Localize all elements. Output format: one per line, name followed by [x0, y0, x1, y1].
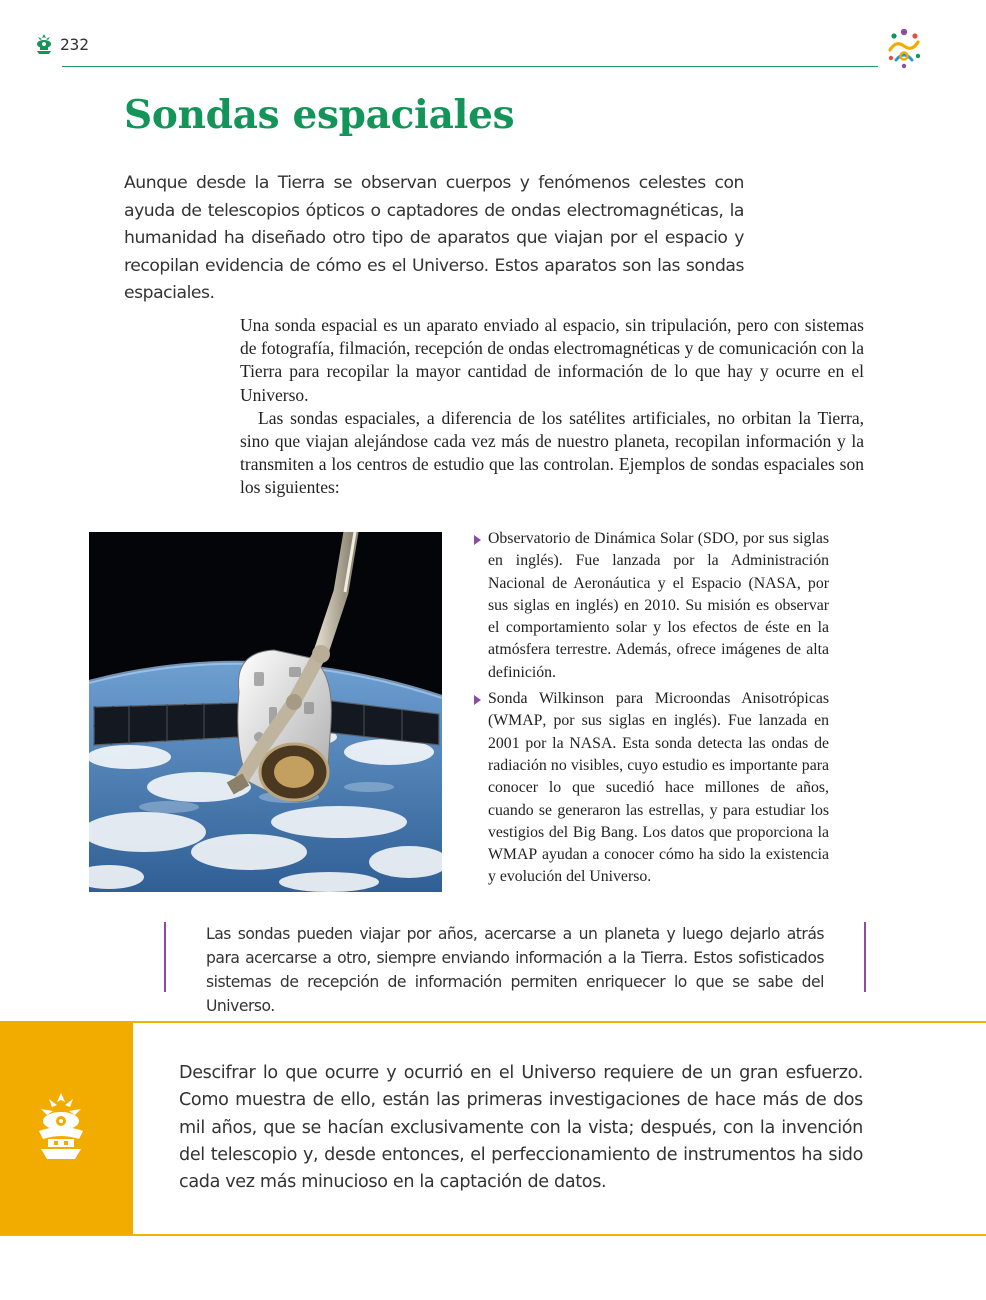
intro-paragraph: Aunque desde la Tierra se observan cuerpos y fenómenos celestes con ayuda de telescopios ópticos o captadores de ondas electromagnéticas, la humanidad ha diseñado otro tipo de aparatos que viajan por el espacio y recopilan evidencia de cómo es el Universo. Estos aparatos son las sondas espaciales.: [124, 173, 744, 303]
body-paragraph-1: Una sonda espacial es un aparato enviado al espacio, sin tripulación, pero con sistemas de fotografía, filmación, recepción de ondas electromagnéticas y de comunicación con la Tierra para recopilar la mayor cantidad de información de lo que hay y ocurre en el Universo.: [240, 315, 864, 405]
section-emblem-icon: [34, 33, 54, 55]
bullet-triangle-icon: [474, 695, 481, 705]
abbr-sdo: SDO: [703, 530, 735, 547]
band-emblem-icon: [35, 1093, 87, 1161]
band-bottom-rule: [0, 1234, 986, 1236]
body-text: [240, 314, 864, 500]
band-text: Descifrar lo que ocurre y ocurrió en el Universo requiere de un gran esfuerzo. Como muestra de ello, están las primeras investigaciones de hace más de dos mil años, que se hacían exclusivamente con la vista; después, con la invención del telescopio y, desde entonces, el perfeccionamiento de instrumentos ha sido cada vez más minucioso en la captación de datos.: [179, 1063, 863, 1193]
spacecraft-photo: [89, 532, 442, 892]
list-item: Sonda Wilkinson para Microondas Anisotrópicas (WMAP, por sus siglas en inglés). Fue lanzada en 2001 por la NASA. Esta sonda detecta las ondas de radiación no visibles, cuyo estudio es importante para conocer lo que sucedió hace millones de años, cuando se generaron las estrellas, y para estudiar los vestigios del Big Bang. Los datos que proporciona la WMAP ayudan a conocer cómo ha sido la existencia y evolución del Universo.: [472, 688, 829, 889]
callout-box: [164, 922, 866, 1015]
page-header: [34, 33, 89, 55]
page-title: Sondas espaciales: [124, 92, 515, 138]
body-paragraph-2: Las sondas espaciales, a diferencia de los satélites artificiales, no orbitan la Tierra, sino que viajan alejándose cada vez más de nuestro planeta, recopilan información y la transmiten a los centros de estudio que las controlan. Ejemplos de sondas espaciales son los siguientes:: [240, 407, 864, 498]
header-rule: [62, 66, 878, 67]
callout-text: Las sondas pueden viajar por años, acercarse a un planeta y luego dejarlo atrás para acercarse a otro, siempre enviando información a la Tierra. Estos sofisticados sistemas de recepción de información permiten enriquecer lo que se sabe del Universo.: [206, 925, 824, 1015]
page-number: 232: [60, 34, 89, 54]
list-item: Observatorio de Dinámica Solar (SDO, por sus siglas en inglés). Fue lanzada por la Administración Nacional de Aeronáutica y el Espacio (NASA, por sus siglas en inglés) en 2010. Su misión es observar el comportamiento solar y los efectos de éste en la atmósfera terrestre. Además, ofrece imágenes de alta definición.: [472, 528, 829, 684]
probe-list: [472, 528, 829, 893]
abbr-nasa: NASA: [569, 734, 613, 752]
abbr-wmap: WMAP: [493, 712, 543, 730]
abbr-wmap: WMAP: [488, 846, 538, 864]
band-top-rule: [0, 1021, 986, 1023]
bullet-triangle-icon: [474, 535, 481, 545]
corner-logo-icon: [882, 26, 926, 70]
abbr-nasa: NASA: [753, 574, 797, 592]
